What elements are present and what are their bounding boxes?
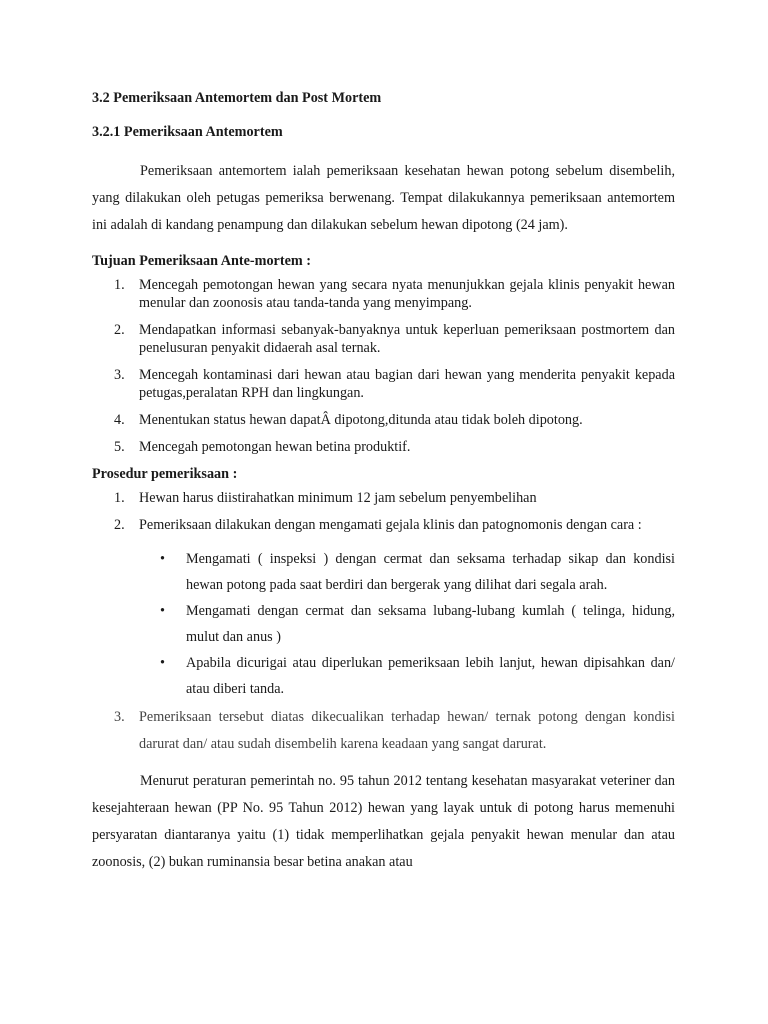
- closing-paragraph: Menurut peraturan pemerintah no. 95 tahun 2012 tentang kesehatan masyarakat veteriner dan kesejahteraan hewan (PP No. 95 Tahun 2012) hewan yang layak untuk di potong harus memenuhi persyaratan diantaranya yaitu (1) tidak memperlihatkan gejala penyakit hewan menular dan atau zoonosis, (2) bukan ruminansia besar betina anakan atau: [92, 773, 675, 870]
- list-number: 5.: [114, 439, 125, 455]
- tujuan-list: [92, 276, 675, 456]
- list-item-text: Pemeriksaan dilakukan dengan mengamati gejala klinis dan patognomonis dengan cara :: [139, 517, 642, 533]
- bullet-icon: •: [160, 603, 165, 619]
- bullet-icon: •: [160, 655, 165, 671]
- list-item: [92, 366, 675, 402]
- list-item: [92, 704, 675, 758]
- bullet-text: Apabila dicurigai atau diperlukan pemeriksaan lebih lanjut, hewan dipisahkan dan/ atau diberi tanda.: [186, 655, 675, 697]
- list-item: [92, 489, 675, 507]
- list-item: [92, 516, 675, 534]
- bullet-text: Mengamati dengan cermat dan seksama lubang-lubang kumlah ( telinga, hidung, mulut dan anus ): [186, 603, 675, 645]
- bullet-icon: •: [160, 551, 165, 567]
- list-item: [92, 438, 675, 456]
- bullet-item: [92, 546, 675, 598]
- list-item-text: Mendapatkan informasi sebanyak-banyaknya untuk keperluan pemeriksaan postmortem dan penelusuran penyakit didaerah asal ternak.: [139, 322, 675, 356]
- tujuan-heading: Tujuan Pemeriksaan Ante-mortem :: [92, 253, 311, 269]
- prosedur-list: [92, 489, 675, 534]
- bullet-list: [92, 546, 675, 702]
- list-number: 1.: [114, 490, 125, 506]
- list-item: [92, 411, 675, 429]
- list-number: 1.: [114, 277, 125, 293]
- list-number: 3.: [114, 709, 125, 725]
- bullet-text: Mengamati ( inspeksi ) dengan cermat dan seksama terhadap sikap dan kondisi hewan potong pada saat berdiri dan bergerak yang dilihat dari segala arah.: [186, 551, 675, 593]
- intro-paragraph: Pemeriksaan antemortem ialah pemeriksaan kesehatan hewan potong sebelum disembelih, yang dilakukan oleh petugas pemeriksa berwenang. Tempat dilakukannya pemeriksaan antemortem ini adalah di kandang penampung dan dilakukan sebelum hewan dipotong (24 jam).: [92, 163, 675, 233]
- subsection-title: 3.2.1 Pemeriksaan Antemortem: [92, 124, 283, 140]
- list-item-text: Menentukan status hewan dapatÂ dipotong,ditunda atau tidak boleh dipotong.: [139, 412, 583, 428]
- list-number: 4.: [114, 412, 125, 428]
- list-item: [92, 276, 675, 312]
- list-item: [92, 321, 675, 357]
- list-number: 2.: [114, 517, 125, 533]
- list-item-text: Mencegah kontaminasi dari hewan atau bagian dari hewan yang menderita penyakit kepada petugas,peralatan RPH dan lingkungan.: [139, 367, 675, 401]
- list-item-text: Mencegah pemotongan hewan betina produktif.: [139, 439, 411, 455]
- list-item-text: Hewan harus diistirahatkan minimum 12 jam sebelum penyembelihan: [139, 490, 537, 506]
- prosedur-heading: Prosedur pemeriksaan :: [92, 466, 238, 482]
- document-body: [92, 86, 675, 876]
- bullet-item: [92, 598, 675, 650]
- list-number: 3.: [114, 367, 125, 383]
- list-number: 2.: [114, 322, 125, 338]
- section-title: 3.2 Pemeriksaan Antemortem dan Post Mortem: [92, 90, 382, 106]
- list-item-text: Pemeriksaan tersebut diatas dikecualikan terhadap hewan/ ternak potong dengan kondisi darurat dan/ atau sudah disembelih karena keadaan yang sangat darurat.: [139, 709, 675, 752]
- list-item-text: Mencegah pemotongan hewan yang secara nyata menunjukkan gejala klinis penyakit hewan menular dan zoonosis atau tanda-tanda yang menyimpang.: [139, 277, 675, 311]
- bullet-item: [92, 650, 675, 702]
